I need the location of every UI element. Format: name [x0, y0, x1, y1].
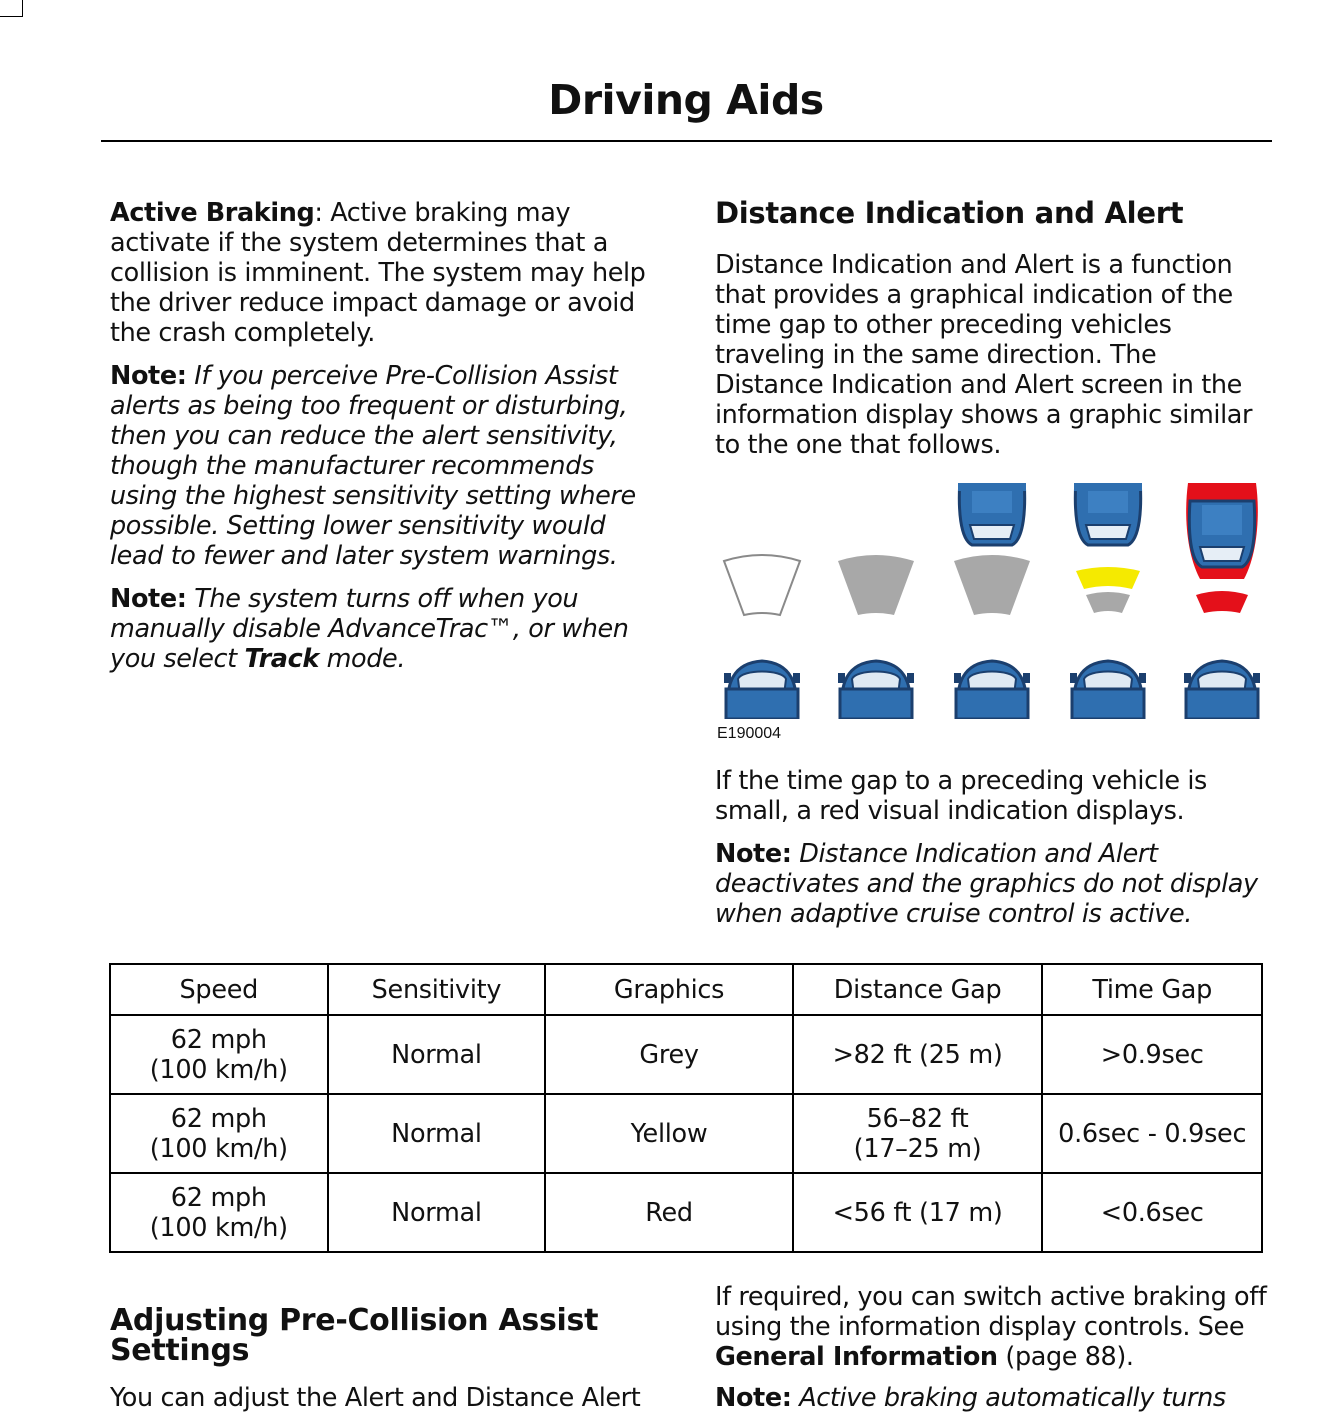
time-cell: 0.6sec - 0.9sec — [1042, 1094, 1262, 1173]
stage-grey — [954, 483, 1030, 719]
column-header: Sensitivity — [328, 964, 546, 1015]
column-header: Speed — [110, 964, 328, 1015]
title-divider — [101, 140, 1272, 142]
speed-cell: 62 mph (100 km/h) — [110, 1094, 328, 1173]
figure-id: E190004 — [717, 725, 782, 742]
sensitivity-cell: Normal — [328, 1173, 546, 1252]
sensitivity-cell: Normal — [328, 1094, 546, 1173]
active-braking-switch-paragraph: If required, you can switch active braking off using the information display controls. See General Information (page 88). — [715, 1282, 1267, 1372]
table-row — [110, 1094, 1262, 1173]
red-indication-paragraph: If the time gap to a preceding vehicle is small, a red visual indication displays. — [715, 766, 1207, 826]
stage-yellow — [1070, 483, 1146, 719]
note-label: Note: — [110, 361, 187, 391]
note-label: Note: — [715, 839, 792, 869]
left-column — [110, 198, 665, 687]
column-header: Time Gap — [1042, 964, 1262, 1015]
time-cell: >0.9sec — [1042, 1015, 1262, 1094]
active-braking-text: : Active braking may activate if the system determines that a collision is imminent. The system may help the driver reduce impact damage or avoid the crash completely. — [110, 198, 646, 348]
time-cell: <0.6sec — [1042, 1173, 1262, 1252]
section-heading-adjusting: Adjusting Pre-Collision Assist Settings — [110, 1303, 599, 1368]
stage-red — [1184, 483, 1260, 719]
distance-indication-intro: Distance Indication and Alert is a function that provides a graphical indication of the time gap to other preceding vehicles traveling in the same direction. The Distance Indication and Alert screen in the information display shows a graphic similar to the one that follows. — [715, 250, 1253, 460]
distance-cell: 56–82 ft (17–25 m) — [793, 1094, 1043, 1173]
distance-cell: >82 ft (25 m) — [793, 1015, 1043, 1094]
cut-off-text-left: You can adjust the Alert and Distance Alert — [110, 1383, 641, 1413]
note-sensitivity — [110, 361, 665, 571]
note-text: mode. — [318, 644, 406, 674]
graphics-cell: Red — [545, 1173, 793, 1252]
table-header-row — [110, 964, 1262, 1015]
active-braking-paragraph — [110, 198, 665, 348]
column-header: Graphics — [545, 964, 793, 1015]
crop-mark — [0, 0, 23, 17]
note-text: The system turns off when you manually disable AdvanceTrac™, or when you select — [110, 584, 629, 674]
distance-indication-illustration — [718, 483, 1270, 719]
stage-grey-no-vehicle — [838, 555, 914, 719]
table-row — [110, 1015, 1262, 1094]
note-acc — [715, 839, 1270, 929]
graphics-cell: Grey — [545, 1015, 793, 1094]
page-title: Driving Aids — [548, 76, 824, 124]
sensitivity-cell: Normal — [328, 1015, 546, 1094]
right-column — [715, 198, 1270, 473]
general-information-reference: General Information — [715, 1342, 998, 1372]
speed-cell: 62 mph (100 km/h) — [110, 1015, 328, 1094]
stage-clear — [724, 555, 800, 719]
distance-gap-table — [109, 963, 1263, 1253]
active-braking-label: Active Braking — [110, 198, 315, 228]
note-text: If you perceive Pre-Collision Assist alerts as being too frequent or disturbing, then you can reduce the alert sensitivity, though the manufacturer recommends using the highest sensitivity setting where possible. Setting lower sensitivity would lead to fewer and later system warnings. — [110, 361, 636, 571]
table-row — [110, 1173, 1262, 1252]
section-heading-distance-indication: Distance Indication and Alert — [715, 196, 1184, 230]
speed-cell: 62 mph (100 km/h) — [110, 1173, 328, 1252]
cut-off-note-right: Note: Active braking automatically turns — [715, 1383, 1226, 1413]
distance-cell: <56 ft (17 m) — [793, 1173, 1043, 1252]
note-text: Distance Indication and Alert deactivates and the graphics do not display when adaptive cruise control is active. — [715, 839, 1258, 929]
adjusting-settings-section — [110, 1303, 670, 1388]
note-track-mode: Track — [244, 644, 319, 674]
note-advancetrac — [110, 584, 665, 674]
after-figure-text — [715, 766, 1270, 942]
column-header: Distance Gap — [793, 964, 1043, 1015]
graphics-cell: Yellow — [545, 1094, 793, 1173]
note-label: Note: — [110, 584, 187, 614]
